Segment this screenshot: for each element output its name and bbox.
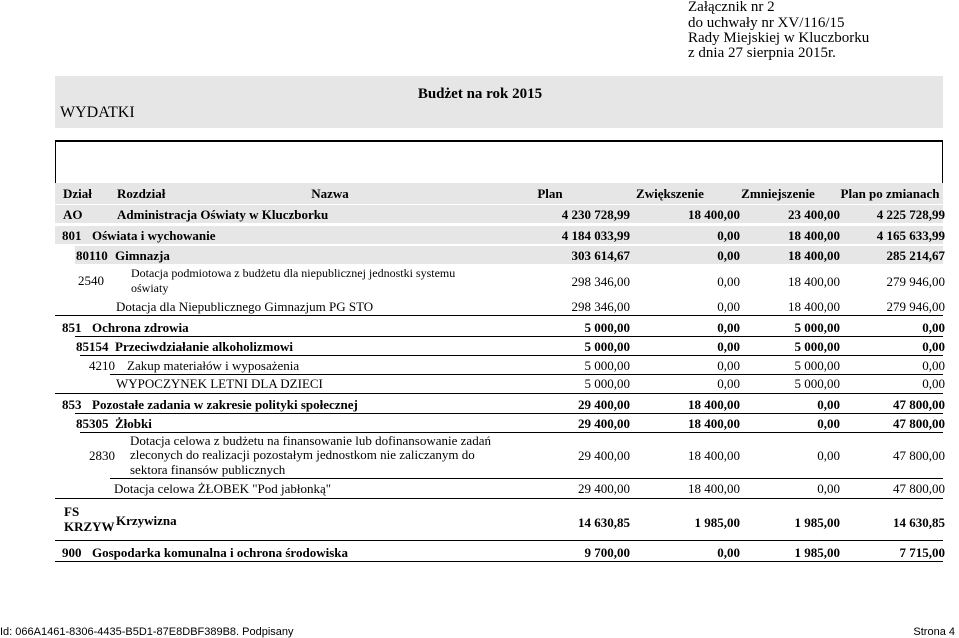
t2830-after: 47 800,00 [893,481,945,496]
r85305-code: 85305 [76,416,109,431]
separator-85305 [75,413,943,414]
col-nazwa: Nazwa [311,186,349,201]
p2540-name-line1: Dotacja podmiotowa z budżetu dla niepublicznej jednostki systemu [131,266,456,280]
r85154-plan: 5 000,00 [584,339,630,354]
p2540-code: 2540 [78,273,104,288]
annex-line-3: Rady Miejskiej w Kluczborku [688,30,870,46]
d801-code: 801 [62,228,82,243]
t2540-after: 279 946,00 [886,299,945,314]
separator-851 [55,315,943,316]
d853-dec: 0,00 [817,397,840,412]
t2540-name: Dotacja dla Niepublicznego Gimnazjum PG STO [116,299,374,314]
ao-name: Administracja Oświaty w Kluczborku [117,207,329,222]
separator-853 [55,393,943,394]
col-zmniejszenie: Zmniejszenie [741,186,815,201]
t4210-after: 0,00 [922,376,945,391]
p2540-after: 279 946,00 [886,274,945,289]
section-title: WYDATKI [60,104,135,121]
t4210-dec: 5 000,00 [794,376,840,391]
t2830-name: Dotacja celowa ŻŁOBEK "Pod jabłonką" [114,481,332,496]
fs-dec: 1 985,00 [794,515,840,530]
t4210-inc: 0,00 [717,376,740,391]
ao-plan: 4 230 728,99 [561,207,630,222]
p2830-code: 2830 [89,448,115,463]
r80110-inc: 0,00 [717,248,740,263]
footer-page-number: Strona 4 [913,626,955,638]
d851-dec: 5 000,00 [794,320,840,335]
r80110-code: 80110 [76,248,108,263]
d851-name: Ochrona zdrowia [92,320,189,335]
p2830-dec: 0,00 [817,448,840,463]
annex-line-2: do uchwały nr XV/116/15 [688,15,845,31]
d853-name: Pozostałe zadania w zakresie polityki społecznej [92,397,358,412]
col-rozdzial: Rozdział [117,186,166,201]
separator-4210 [80,355,943,356]
d900-code: 900 [62,545,82,560]
separator-t4210 [110,374,943,375]
p2540-plan: 298 346,00 [571,274,630,289]
ao-dec: 23 400,00 [788,207,840,222]
d801-dec: 18 400,00 [788,228,840,243]
p4210-code: 4210 [89,358,115,373]
separator-85154 [75,336,943,337]
d853-code: 853 [62,397,82,412]
d900-plan: 9 700,00 [584,545,630,560]
fs-code-line2: KRZYW [64,519,115,534]
annex-line-4: z dnia 27 sierpnia 2015r. [688,45,836,61]
r80110-after: 285 214,67 [886,248,945,263]
r80110-dec: 18 400,00 [788,248,840,263]
r85305-name: Żłobki [115,416,152,431]
col-plan: Plan [537,186,563,201]
separator-fs [55,498,943,499]
col-plan-po-zmianach: Plan po zmianach [840,186,940,201]
d851-plan: 5 000,00 [584,320,630,335]
t2540-dec: 18 400,00 [788,299,840,314]
d851-code: 851 [62,320,82,335]
annex-line-1: Załącznik nr 2 [688,0,775,15]
p4210-name: Zakup materiałów i wyposażenia [127,358,300,373]
p2830-name-line3: sektora finansów publicznych [130,462,286,477]
p2540-name-line2: oświaty [131,281,169,295]
p2830-name-line2: zleconych do realizacji pozostałym jednostkom nie zaliczanym do [130,447,475,462]
p2540-dec: 18 400,00 [788,274,840,289]
separator-900 [55,540,943,541]
p4210-after: 0,00 [922,358,945,373]
p2830-inc: 18 400,00 [688,448,740,463]
p4210-plan: 5 000,00 [584,358,630,373]
p4210-inc: 0,00 [717,358,740,373]
footer-document-id: Id: 066A1461-8306-4435-B5D1-87E8DBF389B8. Podpisany [0,626,294,638]
col-zwiekszenie: Zwiększenie [636,186,704,201]
fs-code-line1: FS [64,504,80,519]
budget-title: Budżet na rok 2015 [417,86,543,102]
r80110-plan: 303 614,67 [571,248,630,263]
r80110-name: Gimnazja [115,248,170,263]
ao-code: AO [63,207,83,222]
d853-after: 47 800,00 [893,397,945,412]
r85154-after: 0,00 [922,339,945,354]
r85154-name: Przeciwdziałanie alkoholizmowi [115,339,294,354]
p2830-after: 47 800,00 [893,448,945,463]
p4210-dec: 5 000,00 [794,358,840,373]
t4210-plan: 5 000,00 [584,376,630,391]
d801-after: 4 165 633,99 [876,228,945,243]
d851-after: 0,00 [922,320,945,335]
p2540-inc: 0,00 [717,274,740,289]
d851-inc: 0,00 [717,320,740,335]
separator-end [55,561,943,562]
t4210-name: WYPOCZYNEK LETNI DLA DZIECI [116,376,323,391]
fs-plan: 14 630,85 [578,515,630,530]
d900-inc: 0,00 [717,545,740,560]
p2830-plan: 29 400,00 [578,448,630,463]
r85305-plan: 29 400,00 [578,416,630,431]
ao-after: 4 225 728,99 [876,207,945,222]
r85305-after: 47 800,00 [893,416,945,431]
fs-after: 14 630,85 [893,515,945,530]
t2830-inc: 18 400,00 [688,481,740,496]
d801-inc: 0,00 [717,228,740,243]
separator-t2830 [110,478,943,479]
t2830-dec: 0,00 [817,481,840,496]
d900-name: Gospodarka komunalna i ochrona środowiska [92,545,348,560]
fs-inc: 1 985,00 [694,515,740,530]
d900-after: 7 715,00 [899,545,945,560]
d853-inc: 18 400,00 [688,397,740,412]
r85154-dec: 5 000,00 [794,339,840,354]
t2830-plan: 29 400,00 [578,481,630,496]
d900-dec: 1 985,00 [794,545,840,560]
d801-plan: 4 184 033,99 [561,228,630,243]
empty-frame [55,140,943,185]
d853-plan: 29 400,00 [578,397,630,412]
r85154-inc: 0,00 [717,339,740,354]
p2830-name-line1: Dotacja celowa z budżetu na finansowanie lub dofinansowanie zadań [130,433,491,448]
t2540-inc: 0,00 [717,299,740,314]
r85154-code: 85154 [76,339,109,354]
col-dzial: Dział [63,186,92,201]
ao-inc: 18 400,00 [688,207,740,222]
r85305-dec: 0,00 [817,416,840,431]
t2540-plan: 298 346,00 [571,299,630,314]
d801-name: Oświata i wychowanie [92,228,216,243]
r85305-inc: 18 400,00 [688,416,740,431]
fs-name: Krzywizna [116,513,177,528]
